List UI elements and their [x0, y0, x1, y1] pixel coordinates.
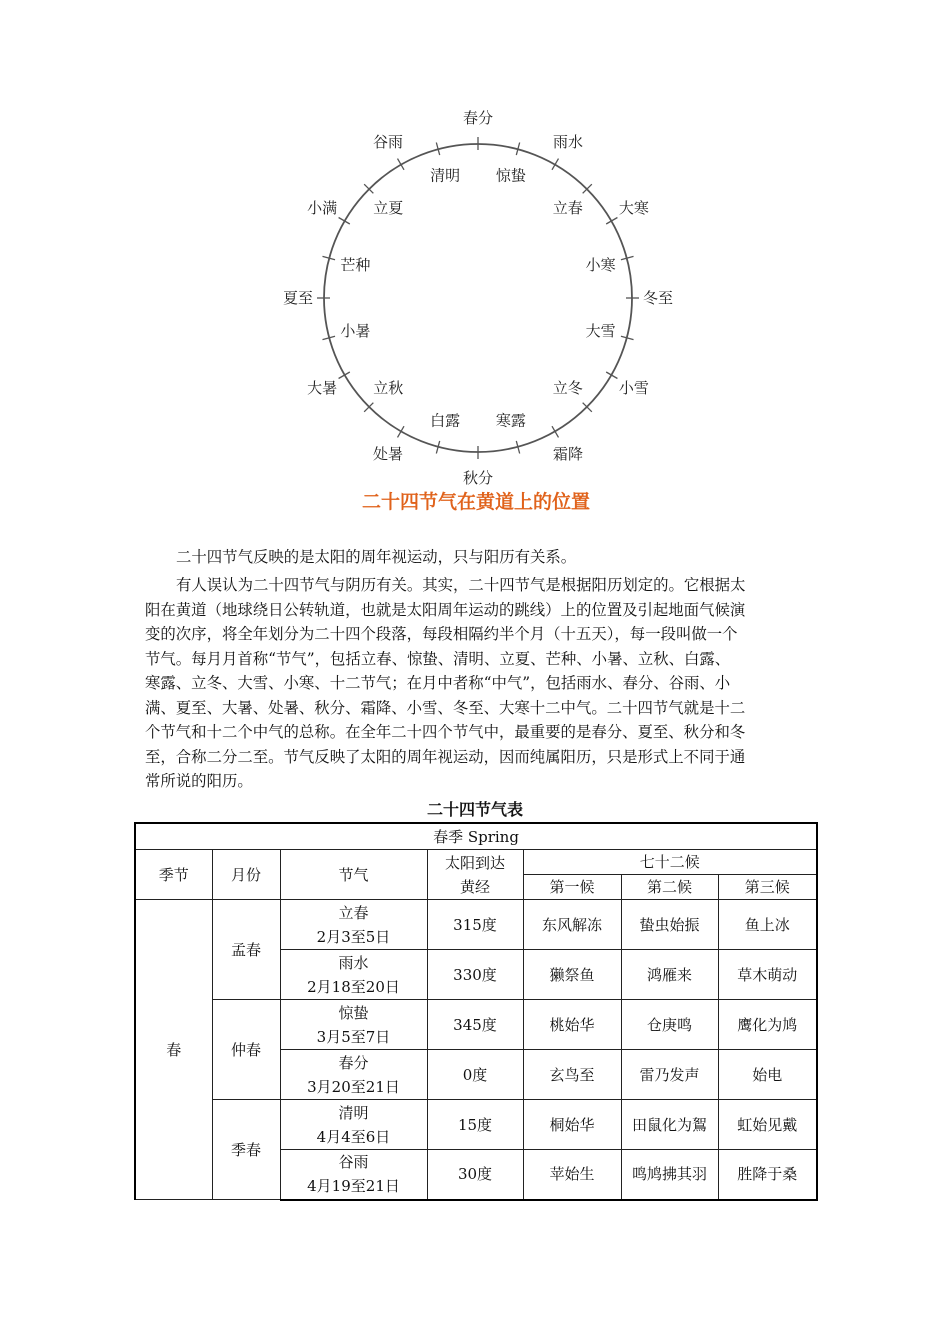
term-name: 谷雨 — [338, 1153, 369, 1172]
first-pentad-cell: 苹始生 — [523, 1150, 621, 1200]
table-row — [135, 900, 817, 950]
inner-term-label: 清明 — [430, 166, 461, 185]
longitude-cell: 0度 — [427, 1050, 523, 1100]
first-pentad-cell: 东风解冻 — [523, 900, 621, 950]
inner-term-label: 小寒 — [585, 256, 616, 275]
outer-term-label: 霜降 — [552, 444, 584, 463]
longitude-cell: 345度 — [427, 1000, 523, 1050]
third-pentad-cell: 虹始见戴 — [718, 1100, 817, 1150]
term-dates: 2月3至5日 — [316, 927, 391, 946]
second-pentad-cell: 鸣鸠拂其羽 — [621, 1150, 718, 1200]
term-name: 惊蛰 — [338, 1003, 369, 1022]
longitude-cell: 330度 — [427, 950, 523, 1000]
header-longitude-line2: 黄经 — [459, 877, 490, 896]
header-longitude — [427, 850, 523, 900]
paragraph-line: 二十四节气反映的是太阳的周年视运动，只与阳历有关系。 — [176, 548, 577, 566]
table-row — [135, 1000, 817, 1050]
term-cell — [280, 1050, 427, 1100]
inner-term-label: 大雪 — [585, 321, 616, 340]
header-first-pentad: 第一候 — [523, 875, 621, 900]
term-name: 春分 — [338, 1053, 369, 1072]
first-pentad-cell: 獭祭鱼 — [523, 950, 621, 1000]
diagram-caption: 二十四节气在黄道上的位置 — [361, 491, 591, 513]
month-cell: 仲春 — [212, 1000, 280, 1100]
inner-term-label: 芒种 — [340, 256, 371, 275]
term-cell — [280, 1150, 427, 1200]
third-pentad-cell: 鱼上冰 — [718, 900, 817, 950]
season-banner: 春季 Spring — [135, 823, 817, 850]
term-cell — [280, 1100, 427, 1150]
outer-term-label: 秋分 — [462, 469, 494, 487]
term-dates: 3月5至7日 — [316, 1027, 391, 1046]
second-pentad-cell: 仓庚鸣 — [621, 1000, 718, 1050]
term-name: 立春 — [338, 903, 369, 922]
header-longitude-line1: 太阳到达 — [444, 853, 505, 872]
paragraph-line: 个节气和十二个中气的总称。在全年二十四个节气中，最重要的是春分、夏至、秋分和冬 — [145, 723, 746, 741]
intro-paragraph — [145, 545, 800, 570]
second-pentad-cell: 鸿雁来 — [621, 950, 718, 1000]
header-pentads: 七十二候 — [523, 850, 817, 875]
header-season: 季节 — [135, 850, 212, 900]
inner-term-label: 立冬 — [552, 378, 583, 397]
solar-terms-ecliptic-diagram — [0, 0, 950, 540]
first-pentad-cell: 桃始华 — [523, 1000, 621, 1050]
term-name: 雨水 — [338, 953, 369, 972]
inner-term-label: 惊蛰 — [495, 166, 526, 185]
term-cell — [280, 1000, 427, 1050]
second-pentad-cell: 蛰虫始振 — [621, 900, 718, 950]
explanation-paragraph — [145, 573, 800, 794]
paragraph-line: 变的次序，将全年划分为二十四个段落，每段相隔约半个月（十五天），每一段叫做一个 — [145, 625, 738, 643]
paragraph-line: 至，合称二分二至。节气反映了太阳的周年视运动，因而纯属阳历，只是形式上不同于通 — [145, 747, 746, 766]
header-second-pentad: 第二候 — [621, 875, 718, 900]
third-pentad-cell: 草木萌动 — [718, 950, 817, 1000]
term-name: 清明 — [338, 1103, 369, 1122]
term-cell — [280, 900, 427, 950]
second-pentad-cell: 雷乃发声 — [621, 1050, 718, 1100]
third-pentad-cell: 始电 — [718, 1050, 817, 1100]
month-cell: 季春 — [212, 1100, 280, 1200]
outer-term-label: 谷雨 — [372, 133, 404, 152]
header-term: 节气 — [280, 850, 427, 900]
ecliptic-ticks — [317, 137, 639, 459]
outer-term-label: 雨水 — [552, 133, 584, 152]
outer-term-label: 冬至 — [642, 289, 674, 307]
longitude-cell: 15度 — [427, 1100, 523, 1150]
inner-term-label: 寒露 — [495, 411, 526, 430]
outer-term-label: 夏至 — [282, 289, 314, 307]
paragraph-line: 满、夏至、大暑、处暑、秋分、霜降、小雪、冬至、大寒十二中气。二十四节气就是十二 — [145, 698, 746, 717]
solar-terms-table — [134, 822, 818, 1201]
month-cell: 孟春 — [212, 900, 280, 1000]
inner-term-label: 立秋 — [373, 378, 404, 397]
term-dates: 2月18至20日 — [307, 977, 400, 996]
first-pentad-cell: 玄鸟至 — [523, 1050, 621, 1100]
term-dates: 4月19至21日 — [307, 1177, 400, 1196]
second-pentad-cell: 田鼠化为鴽 — [621, 1100, 718, 1150]
outer-term-label: 春分 — [462, 109, 494, 127]
longitude-cell: 315度 — [427, 900, 523, 950]
season-cell: 春 — [135, 900, 212, 1200]
third-pentad-cell: 胜降于桑 — [718, 1150, 817, 1200]
table-row — [135, 1100, 817, 1150]
term-dates: 4月4至6日 — [316, 1127, 391, 1146]
paragraph-line: 常所说的阳历。 — [145, 772, 253, 790]
first-pentad-cell: 桐始华 — [523, 1100, 621, 1150]
longitude-cell: 30度 — [427, 1150, 523, 1200]
header-third-pentad: 第三候 — [718, 875, 817, 900]
inner-term-label: 白露 — [430, 411, 461, 430]
third-pentad-cell: 鹰化为鸠 — [718, 1000, 817, 1050]
outer-term-label: 大暑 — [307, 379, 338, 397]
paragraph-line: 寒露、立冬、大雪、小寒、十二节气；在月中者称“中气”，包括雨水、春分、谷雨、小 — [145, 674, 731, 692]
inner-term-label: 立夏 — [373, 199, 404, 218]
outer-term-label: 小满 — [307, 199, 338, 217]
paragraph-line: 阳在黄道（地球绕日公转轨道，也就是太阳周年运动的跳线）上的位置及引起地面气候演 — [145, 600, 746, 619]
term-cell — [280, 950, 427, 1000]
header-month: 月份 — [212, 850, 280, 900]
inner-term-label: 小暑 — [340, 321, 371, 340]
inner-term-labels — [340, 166, 615, 429]
outer-term-label: 处暑 — [372, 444, 404, 463]
paragraph-line: 节气。每月月首称“节气”，包括立春、惊蛰、清明、立夏、芒种、小暑、立秋、白露、 — [145, 649, 731, 668]
paragraph-line: 有人误认为二十四节气与阴历有关。其实，二十四节气是根据阳历划定的。它根据太 — [176, 576, 746, 594]
table-title: 二十四节气表 — [426, 800, 523, 819]
outer-term-labels — [283, 109, 673, 487]
outer-term-label: 大寒 — [618, 199, 649, 217]
outer-term-label: 小雪 — [618, 379, 649, 397]
inner-term-label: 立春 — [552, 199, 583, 218]
term-dates: 3月20至21日 — [307, 1077, 400, 1096]
